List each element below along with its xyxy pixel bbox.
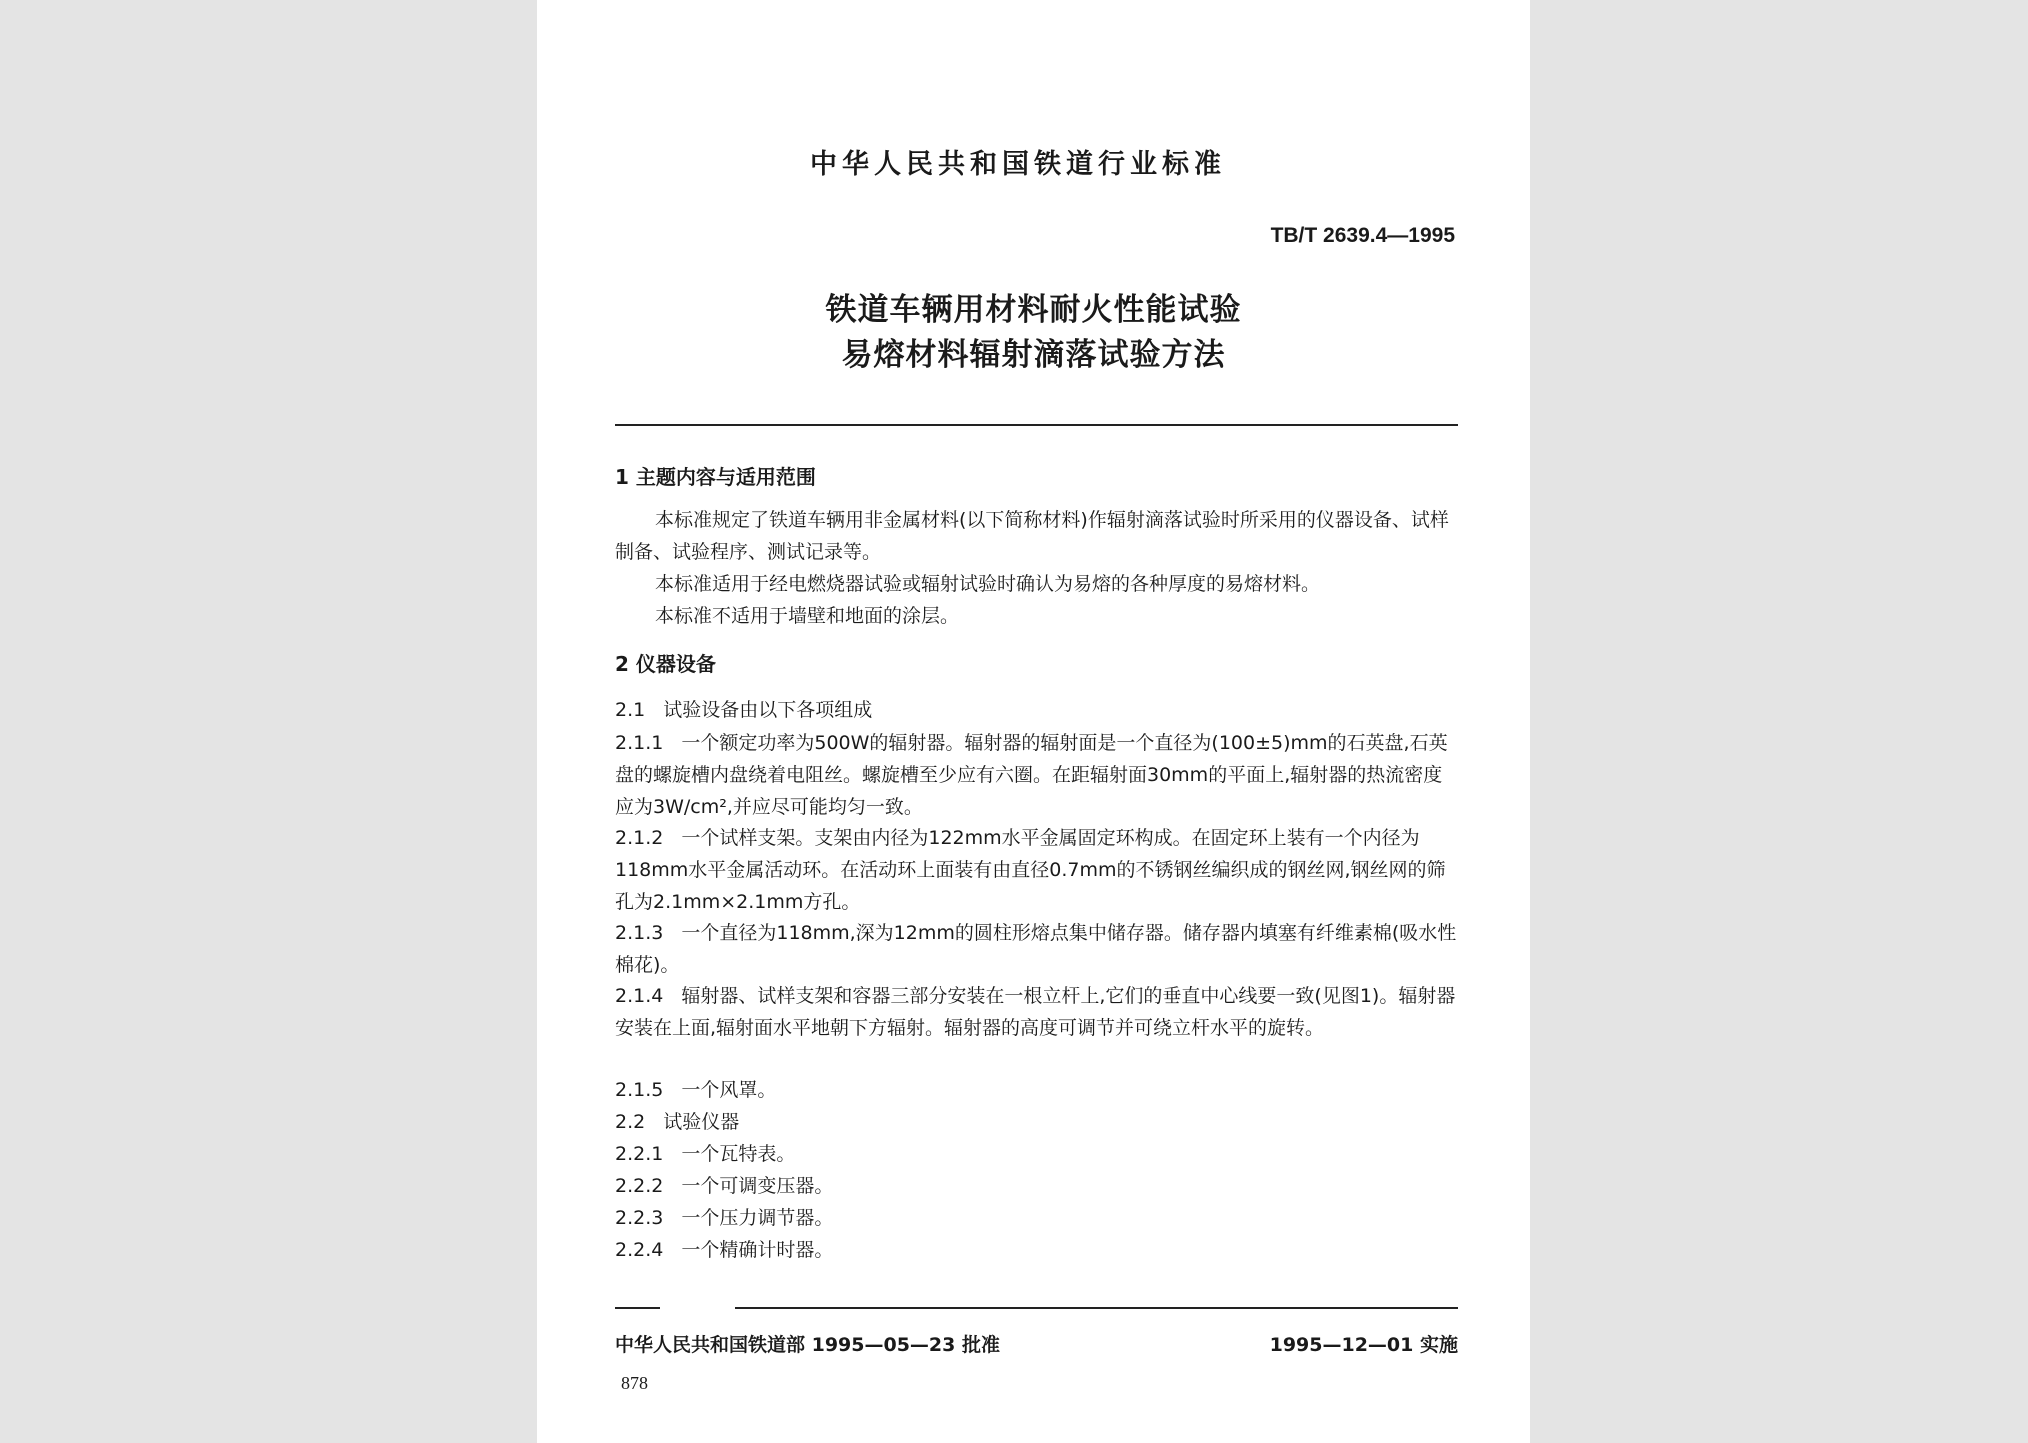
document-title-line2: 易熔材料辐射滴落试验方法 xyxy=(841,337,1226,373)
standard-code: TB/T 2639.4—1995 xyxy=(1270,224,1455,247)
section1-paragraph2: 本标准适用于经电燃烧器试验或辐射试验时确认为易熔的各种厚度的易熔材料。 xyxy=(655,573,1321,595)
clause-2-1 xyxy=(615,695,872,722)
clause-2-1-3 xyxy=(615,917,1458,981)
section1-heading: 1 主题内容与适用范围 xyxy=(615,465,816,489)
clause-text: 一个直径为118mm,深为12mm的圆柱形熔点集中储存器。储存器内填塞有纤维素棉(吸水性棉花)。 xyxy=(615,922,1457,976)
clause-2-2-1 xyxy=(615,1139,795,1166)
clause-number: 2.2.2 xyxy=(615,1175,664,1197)
issuing-organization: 中华人民共和国铁道行业标准 xyxy=(810,149,1226,180)
clause-number: 2.1 xyxy=(615,699,646,721)
clause-2-2-2 xyxy=(615,1171,833,1198)
clause-text: 一个风罩。 xyxy=(681,1079,777,1101)
clause-number: 2.1.2 xyxy=(615,827,664,849)
clause-number: 2.1.3 xyxy=(615,922,664,944)
document-title-line1: 铁道车辆用材料耐火性能试验 xyxy=(825,292,1242,328)
clause-text: 一个瓦特表。 xyxy=(681,1143,796,1165)
clause-2-1-1 xyxy=(615,727,1458,823)
clause-text: 试验设备由以下各项组成 xyxy=(663,699,873,721)
clause-2-1-5 xyxy=(615,1075,776,1102)
clause-text: 一个精确计时器。 xyxy=(681,1239,834,1261)
clause-number: 2.1.4 xyxy=(615,985,664,1007)
page-number: 878 xyxy=(621,1373,648,1393)
footer-divider-long xyxy=(735,1307,1458,1309)
section1-paragraph1: 本标准规定了铁道车辆用非金属材料(以下简称材料)作辐射滴落试验时所采用的仪器设备、试样制备、试验程序、测试记录等。 xyxy=(615,509,1449,563)
footer-divider-short xyxy=(615,1307,660,1309)
clause-number: 2.1.5 xyxy=(615,1079,664,1101)
clause-2-2-3 xyxy=(615,1203,833,1230)
clause-text: 试验仪器 xyxy=(663,1111,740,1133)
clause-text: 辐射器、试样支架和容器三部分安装在一根立杆上,它们的垂直中心线要一致(见图1)。辐射器安装在上面,辐射面水平地朝下方辐射。辐射器的高度可调节并可绕立杆水平的旋转。 xyxy=(615,985,1456,1039)
clause-number: 2.1.1 xyxy=(615,732,664,754)
clause-text: 一个额定功率为500W的辐射器。辐射器的辐射面是一个直径为(100±5)mm的石英盘,石英盘的螺旋槽内盘绕着电阻丝。螺旋槽至少应有六圈。在距辐射面30mm的平面上,辐射器的热流密度应为3W/cm²,并应尽可能均匀一致。 xyxy=(615,732,1448,818)
clause-2-2 xyxy=(615,1107,739,1134)
approval-note: 中华人民共和国铁道部 1995—05—23 批准 xyxy=(615,1334,1000,1356)
document-page xyxy=(537,0,1530,1443)
title-divider xyxy=(615,424,1458,426)
clause-number: 2.2.1 xyxy=(615,1143,664,1165)
clause-number: 2.2.3 xyxy=(615,1207,664,1229)
clause-2-1-2 xyxy=(615,822,1458,918)
clause-text: 一个压力调节器。 xyxy=(681,1207,834,1229)
clause-number: 2.2 xyxy=(615,1111,646,1133)
clause-text: 一个试样支架。支架由内径为122mm水平金属固定环构成。在固定环上装有一个内径为118mm水平金属活动环。在活动环上面装有由直径0.7mm的不锈钢丝编织成的钢丝网,钢丝网的筛孔为2.1mm×2.1mm方孔。 xyxy=(615,827,1446,913)
section1-paragraph3: 本标准不适用于墙壁和地面的涂层。 xyxy=(655,605,960,627)
clause-2-2-4 xyxy=(615,1235,833,1262)
implementation-date: 1995—12—01 实施 xyxy=(1269,1334,1458,1356)
clause-number: 2.2.4 xyxy=(615,1239,664,1261)
clause-text: 一个可调变压器。 xyxy=(681,1175,834,1197)
clause-2-1-4 xyxy=(615,980,1458,1044)
section2-heading: 2 仪器设备 xyxy=(615,652,716,676)
